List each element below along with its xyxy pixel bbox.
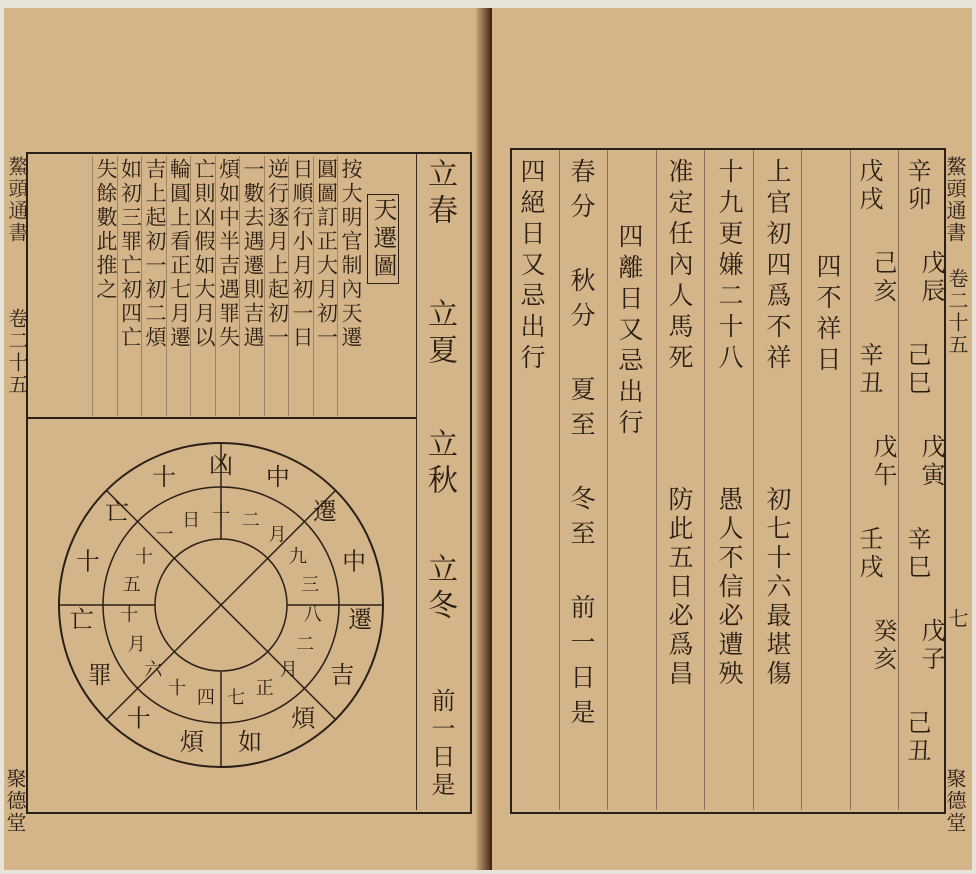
right-margin-vol: 卷二十五 <box>945 268 969 356</box>
right-text-column: 春分 秋分 夏至 冬至 前一日是 <box>567 158 596 734</box>
inner-char: 二 <box>241 510 260 531</box>
outer-char: 中 <box>342 547 367 576</box>
inner-char: 十 <box>120 604 139 626</box>
footer-col-1-bottom: 立夏 <box>422 298 457 370</box>
outer-char: 十 <box>152 463 177 492</box>
inner-char: 十 <box>135 546 153 568</box>
ganzhi-cell: 戊戌 <box>855 158 883 214</box>
right-text-column: 十九更嫌二十八 <box>715 158 744 375</box>
left-margin-title: 鰲頭通書 <box>5 156 29 244</box>
ganzhi-cell: 壬戌 <box>855 526 883 582</box>
inner-char: 四 <box>196 687 215 709</box>
right-margin-page: 七 <box>945 608 969 630</box>
left-text-column: 按大明官制內天遷 <box>339 158 363 350</box>
outer-char: 吉 <box>330 661 355 689</box>
footer-col-3-top: 前一日是 <box>427 688 455 800</box>
inner-char: 十 <box>168 677 187 699</box>
outer-char: 亡 <box>105 497 129 526</box>
ganzhi-cell: 癸亥 <box>869 618 897 674</box>
ganzhi-cell: 戊午 <box>869 434 897 490</box>
inner-char: 正 <box>255 677 274 699</box>
outer-char: 煩 <box>179 727 204 756</box>
ganzhi-cell: 戊寅 <box>917 434 945 490</box>
tianqian-wheel <box>26 418 416 810</box>
left-page <box>4 8 488 870</box>
inner-char: 月 <box>268 524 287 546</box>
inner-char: 八 <box>303 604 322 626</box>
inner-char: 十 <box>212 505 230 526</box>
outer-char: 十 <box>126 704 151 733</box>
left-text-column: 日順行小月初一日 <box>290 158 314 350</box>
left-text-column: 煩如中半吉遇罪失 <box>216 158 241 350</box>
inner-char: 三 <box>301 574 320 596</box>
left-text-column: 圓圖訂正大月初一 <box>314 158 339 350</box>
inner-char: 六 <box>144 659 163 681</box>
inner-char: 二 <box>296 634 315 655</box>
right-sub-column: 防此五日必爲昌 <box>665 486 694 689</box>
outer-char: 遷 <box>313 497 337 526</box>
ganzhi-cell: 己巳 <box>903 342 931 398</box>
right-sub-column: 愚人不信必遭殃 <box>715 486 744 689</box>
left-text-column: 吉上起初一初二煩 <box>143 158 167 350</box>
outer-char: 凶 <box>209 451 233 479</box>
inner-char: 月 <box>127 634 146 655</box>
outer-char: 十 <box>75 547 100 576</box>
right-text-column: 上官初四爲不祥 <box>763 158 792 375</box>
left-text-column: 亡則凶假如大月以 <box>192 158 216 350</box>
footer-col-2-top: 立秋 <box>422 428 457 500</box>
inner-char: 七 <box>227 687 246 709</box>
outer-char: 中 <box>265 463 290 492</box>
inner-char: 五 <box>122 574 141 596</box>
ganzhi-cell: 辛丑 <box>855 342 883 398</box>
left-text-column: 失餘數此推之 <box>94 158 118 302</box>
inner-char: 月 <box>279 659 298 681</box>
right-text-column: 准定任內人馬死 <box>665 158 694 375</box>
right-margin-title: 鰲頭通書 <box>943 156 967 244</box>
ganzhi-cell: 辛卯 <box>903 158 931 214</box>
outer-char: 如 <box>238 727 263 756</box>
footer-col-1-top: 立春 <box>422 158 457 230</box>
footer-col-2-bottom: 立冬 <box>422 553 457 625</box>
right-margin-publisher: 聚德堂 <box>943 768 967 834</box>
right-page <box>492 8 972 870</box>
right-sub-column: 初七十六最堪傷 <box>763 486 792 689</box>
left-margin-publisher: 聚德堂 <box>3 768 27 834</box>
right-text-column: 四絕日又忌出行 <box>517 158 546 375</box>
outer-char: 罪 <box>87 661 112 689</box>
diagram-heading: 天遷圖 <box>367 194 399 284</box>
ganzhi-cell: 戊辰 <box>917 250 945 306</box>
left-text-column: 如初三罪亡初四亡 <box>118 158 143 350</box>
ganzhi-cell: 己亥 <box>869 250 897 306</box>
right-text-column: 四不祥日 <box>813 253 842 377</box>
left-text-column: 逆行逐月上起初一 <box>265 158 290 350</box>
inner-char: 九 <box>289 546 307 568</box>
outer-char: 遷 <box>348 605 373 634</box>
outer-char: 煩 <box>291 704 316 733</box>
inner-char: 一 <box>155 524 174 546</box>
outer-char: 亡 <box>69 605 94 634</box>
ganzhi-cell: 戊子 <box>917 618 945 674</box>
left-margin-vol: 卷二十五 <box>5 308 29 396</box>
left-text-column: 輪圓上看正七月遷 <box>167 158 192 350</box>
ganzhi-cell: 辛巳 <box>903 526 931 582</box>
ganzhi-cell: 己丑 <box>903 710 931 766</box>
inner-char: 日 <box>182 510 201 531</box>
right-text-column: 四離日又忌出行 <box>615 223 644 440</box>
book-spread <box>4 8 972 870</box>
left-text-column: 一數去遇遷則吉遇 <box>241 158 265 350</box>
